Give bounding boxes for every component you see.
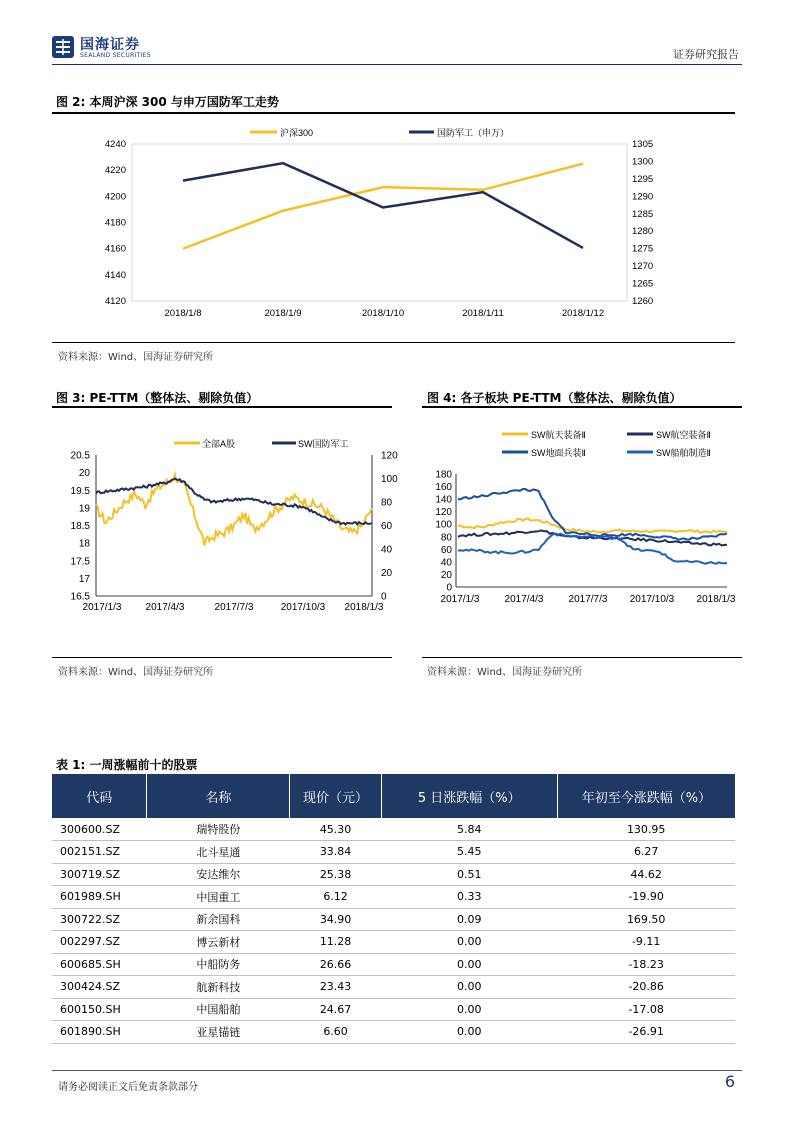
table-row	[52, 1021, 735, 1044]
table-row	[52, 976, 735, 999]
table-cell: 0.00	[381, 998, 557, 1021]
table-cell: 26.66	[290, 953, 381, 976]
table-cell: 601989.SH	[52, 886, 147, 909]
table-row	[52, 953, 735, 976]
table-cell: 新余国科	[147, 908, 290, 931]
legend-label-aviation: SW航空装备Ⅱ	[656, 430, 711, 440]
y-left-tick-label: 18.5	[70, 521, 90, 532]
y-left-tick-label: 19	[78, 503, 90, 515]
y-left-tick-label: 4240	[104, 139, 126, 150]
y-right-tick-label: 1265	[632, 278, 654, 290]
table-cell: -18.23	[557, 953, 735, 976]
table-cell: -26.91	[557, 1021, 735, 1044]
series-line-aerospace	[458, 518, 727, 533]
legend-label-sw-defense: SW国防军工	[298, 439, 349, 449]
table-cell: 002297.SZ	[52, 931, 147, 954]
table-cell: 北斗星通	[147, 841, 290, 864]
y-left-tick-label: 17.5	[70, 556, 90, 568]
logo-mark-icon	[52, 36, 74, 58]
report-type-label: 证券研究报告	[673, 48, 739, 61]
top-gainers-table	[52, 774, 735, 1044]
y-right-tick-label: 40	[381, 544, 393, 556]
x-tick-label: 2018/1/8	[164, 308, 202, 319]
footer-divider	[52, 1070, 742, 1071]
y-left-tick-label: 16.5	[70, 591, 90, 603]
x-tick-label: 2018/1/10	[361, 308, 405, 319]
fig4-source: 资料来源：Wind、国海证券研究所	[427, 667, 583, 678]
y-right-tick-label: 60	[381, 521, 393, 532]
y-right-tick-label: 100	[381, 474, 398, 485]
y-left-tick-label: 4160	[104, 243, 126, 255]
y-right-tick-label: 1260	[632, 296, 654, 307]
x-tick-label: 2017/4/3	[145, 602, 185, 613]
fig3-source: 资料来源：Wind、国海证券研究所	[58, 667, 214, 678]
fig2-title-rule	[52, 112, 735, 114]
table-cell: 亚星锚链	[147, 1021, 290, 1044]
table-row	[52, 931, 735, 954]
x-tick-label: 2018/1/3	[344, 602, 384, 613]
x-tick-label: 2018/1/11	[462, 308, 504, 319]
y-left-tick-label: 4220	[104, 165, 126, 177]
x-tick-label: 2018/1/12	[561, 308, 605, 319]
table-cell: 6.60	[290, 1021, 381, 1044]
table-cell: 25.38	[290, 863, 381, 886]
fig4-chart	[422, 424, 742, 610]
x-tick-label: 2017/4/3	[504, 594, 544, 605]
fig4-source-rule	[422, 657, 742, 658]
table-cell: 中船防务	[147, 953, 290, 976]
legend-label-hs300: 沪深300	[280, 128, 314, 138]
table-cell: 600685.SH	[52, 953, 147, 976]
y-left-tick-label: 19.5	[70, 485, 90, 497]
fig3-chart	[52, 434, 398, 622]
fig3-source-rule	[52, 657, 392, 658]
col-header-5day: 5 日涨跌幅（%）	[381, 774, 557, 818]
fig3-title: 图 3: PE-TTM（整体法、剔除负值）	[56, 391, 259, 405]
table-cell: 6.27	[557, 841, 735, 864]
series-line-aviation	[458, 530, 727, 545]
table-cell: 33.84	[290, 841, 381, 864]
y-right-tick-label: 1275	[632, 243, 654, 255]
y-left-tick-label: 4140	[104, 269, 126, 281]
table-cell: 002151.SZ	[52, 841, 147, 864]
y-tick-label: 180	[435, 469, 452, 481]
y-right-tick-label: 1305	[632, 139, 654, 150]
table-cell: 300722.SZ	[52, 908, 147, 931]
table-cell: 0.09	[381, 908, 557, 931]
table-row	[52, 886, 735, 909]
y-left-tick-label: 4180	[104, 217, 126, 229]
table-cell: 300424.SZ	[52, 976, 147, 999]
y-right-tick-label: 1290	[632, 191, 654, 203]
y-left-tick-label: 18	[78, 538, 90, 550]
y-right-tick-label: 120	[381, 450, 398, 462]
table-cell: 24.67	[290, 998, 381, 1021]
table-cell: 中国重工	[147, 886, 290, 909]
fig2-source-rule	[52, 342, 735, 343]
table-cell: 600150.SH	[52, 998, 147, 1021]
y-tick-label: 0	[446, 582, 452, 594]
y-right-tick-label: 1300	[632, 156, 654, 168]
x-tick-label: 2017/1/3	[82, 602, 122, 613]
table-cell: 航新科技	[147, 976, 290, 999]
y-tick-label: 160	[435, 482, 452, 494]
table-cell: -17.08	[557, 998, 735, 1021]
table-row	[52, 908, 735, 931]
y-tick-label: 80	[440, 532, 452, 544]
y-left-tick-label: 4200	[104, 191, 126, 203]
table1-title: 表 1: 一周涨幅前十的股票	[56, 758, 198, 772]
table-cell: 0.00	[381, 1021, 557, 1044]
table-cell: 瑞特股份	[147, 818, 290, 841]
y-right-tick-label: 1285	[632, 208, 654, 220]
table-cell: 300600.SZ	[52, 818, 147, 841]
fig2-source: 资料来源：Wind、国海证券研究所	[58, 352, 214, 363]
col-header-price: 现价（元）	[290, 774, 381, 818]
table-cell: 0.33	[381, 886, 557, 909]
table-cell: 博云新材	[147, 931, 290, 954]
logo-text-cn: 国海证券	[80, 37, 140, 53]
page-number: 6	[724, 1072, 735, 1091]
table-row	[52, 998, 735, 1021]
x-tick-label: 2017/7/3	[568, 594, 608, 605]
series-line-ground-arms	[458, 489, 727, 540]
legend-label-defense: 国防军工（申万）	[437, 128, 510, 138]
y-tick-label: 20	[440, 569, 452, 581]
y-left-tick-label: 20.5	[70, 450, 90, 462]
series-line-defense	[183, 163, 583, 248]
table-cell: 中国船舶	[147, 998, 290, 1021]
fig4-title-rule	[422, 406, 742, 408]
fig2-chart	[52, 116, 735, 338]
table-cell: 0.00	[381, 953, 557, 976]
series-line-all-a	[96, 474, 372, 545]
y-right-tick-label: 20	[381, 568, 393, 579]
y-tick-label: 40	[440, 557, 452, 569]
table-cell: 23.43	[290, 976, 381, 999]
y-tick-label: 120	[435, 507, 452, 519]
table-cell: -20.86	[557, 976, 735, 999]
table-cell: 34.90	[290, 908, 381, 931]
table-cell: 130.95	[557, 818, 735, 841]
y-right-tick-label: 1295	[632, 173, 654, 185]
x-tick-label: 2018/1/9	[264, 308, 302, 319]
col-header-code: 代码	[52, 774, 147, 818]
fig4-title: 图 4: 各子板块 PE-TTM（整体法、剔除负值）	[427, 391, 682, 405]
y-left-tick-label: 4120	[104, 296, 126, 307]
y-left-tick-label: 20	[78, 468, 90, 480]
table-row	[52, 863, 735, 886]
table-header-row	[52, 774, 735, 818]
y-right-tick-label: 1280	[632, 226, 654, 238]
y-tick-label: 60	[440, 544, 452, 556]
table-cell: 0.00	[381, 976, 557, 999]
x-tick-label: 2017/10/3	[280, 602, 326, 613]
legend-label-aerospace: SW航天装备Ⅱ	[531, 430, 586, 440]
table-cell: 601890.SH	[52, 1021, 147, 1044]
y-right-tick-label: 1270	[632, 261, 654, 273]
table-cell: 300719.SZ	[52, 863, 147, 886]
fig3-title-rule	[52, 406, 392, 408]
y-right-tick-label: 80	[381, 497, 393, 509]
x-tick-label: 2017/10/3	[629, 594, 675, 605]
table-cell: 45.30	[290, 818, 381, 841]
legend-label-all-a: 全部A股	[202, 439, 236, 449]
legend-label-shipbuilding: SW船舶制造Ⅱ	[656, 448, 711, 458]
table-cell: 44.62	[557, 863, 735, 886]
fig2-title: 图 2: 本周沪深 300 与申万国防军工走势	[56, 95, 279, 109]
y-tick-label: 140	[435, 494, 452, 506]
table-cell: 5.84	[381, 818, 557, 841]
table-row	[52, 841, 735, 864]
x-tick-label: 2018/1/3	[696, 594, 736, 605]
table-cell: 安达维尔	[147, 863, 290, 886]
footer-disclaimer: 请务必阅读正文后免责条款部分	[58, 1082, 198, 1093]
legend-label-ground-arms: SW地面兵装Ⅱ	[531, 448, 586, 458]
table-row	[52, 818, 735, 841]
company-logo	[52, 34, 182, 62]
y-tick-label: 100	[435, 519, 452, 531]
table-cell: 11.28	[290, 931, 381, 954]
x-tick-label: 2017/1/3	[440, 594, 480, 605]
plot-area	[132, 144, 627, 301]
table-cell: 6.12	[290, 886, 381, 909]
col-header-name: 名称	[147, 774, 290, 818]
table-cell: 5.45	[381, 841, 557, 864]
table-cell: -19.90	[557, 886, 735, 909]
x-tick-label: 2017/7/3	[214, 602, 254, 613]
header-divider	[52, 64, 742, 65]
table-cell: 0.00	[381, 931, 557, 954]
table-cell: 169.50	[557, 908, 735, 931]
table-cell: -9.11	[557, 931, 735, 954]
y-right-tick-label: 0	[381, 591, 387, 603]
table-cell: 0.51	[381, 863, 557, 886]
logo-text-en: SEALAND SECURITIES	[80, 52, 151, 59]
col-header-ytd: 年初至今涨跌幅（%）	[557, 774, 735, 818]
y-left-tick-label: 17	[78, 573, 90, 585]
